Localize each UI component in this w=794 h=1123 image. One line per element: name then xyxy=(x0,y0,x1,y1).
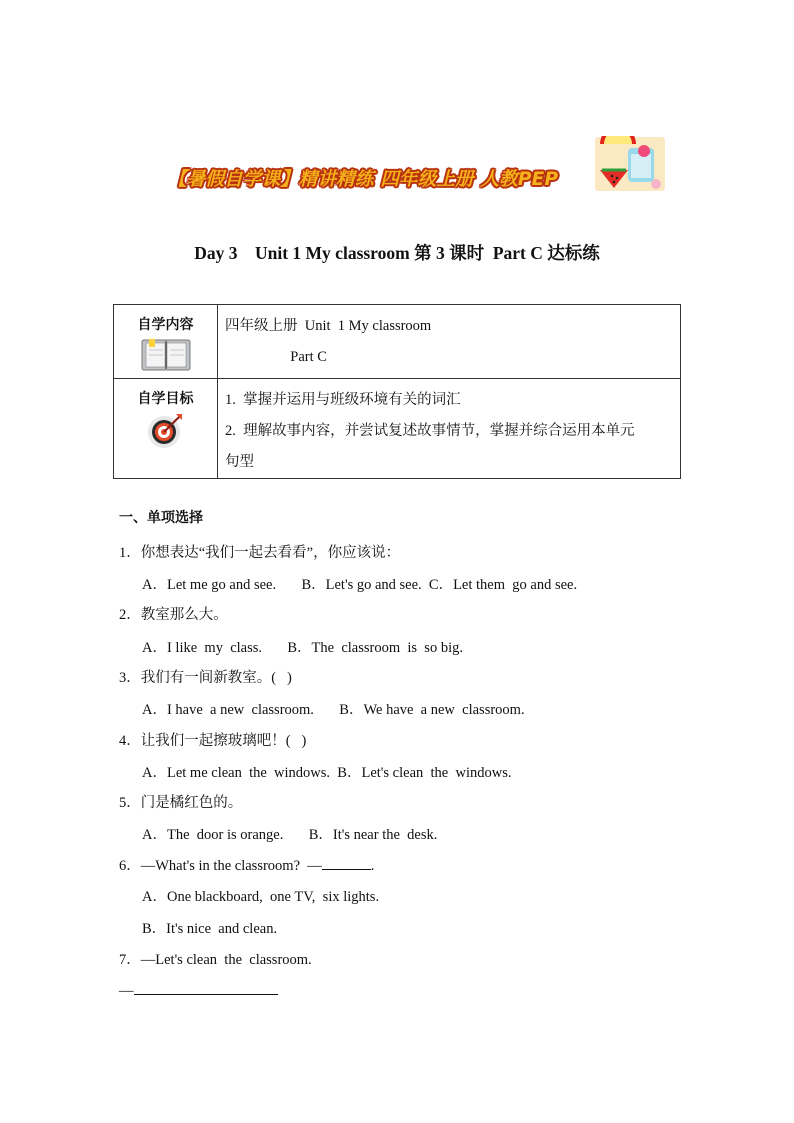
question-6-end: . xyxy=(370,858,375,874)
banner-title: 【暑假自学课】精讲精练 四年级上册 人教PEP xyxy=(168,169,559,190)
content-line: Part C xyxy=(225,349,327,365)
question-3-options: A．I have a new classroom. B．We have a new classroom. xyxy=(142,702,525,718)
content-cell xyxy=(218,379,681,479)
drink-image xyxy=(594,136,666,192)
question-3: 3．我们有一间新教室。( ) xyxy=(119,670,292,686)
question-2: 2．教室那么大。 xyxy=(119,607,228,623)
question-4-options: A．Let me clean the windows. B．Let's clean the windows. xyxy=(142,765,512,781)
question-7-answer xyxy=(119,980,278,1000)
content-line: 2. 理解故事内容，并尝试复述故事情节，掌握并综合运用本单元 xyxy=(225,423,635,439)
question-1: 1．你想表达“我们一起去看看”，你应该说： xyxy=(119,545,401,561)
dash: — xyxy=(119,983,134,999)
question-6 xyxy=(119,854,374,875)
question-6-option-a: A．One blackboard, one TV, six lights. xyxy=(142,889,380,905)
answer-blank[interactable] xyxy=(134,980,278,995)
row-label: 自学内容 xyxy=(137,317,194,333)
label-cell xyxy=(114,305,218,379)
question-5-options: A．The door is orange. B．It's near the desk. xyxy=(142,827,438,843)
content-line: 四年级上册 Unit 1 My classroom xyxy=(225,318,432,334)
table-row xyxy=(114,379,681,479)
info-table xyxy=(113,304,681,479)
question-2-options: A．I like my class. B．The classroom is so big. xyxy=(142,640,463,656)
page-title: Day 3 Unit 1 My classroom 第 3 课时 Part C 达标练 xyxy=(194,243,600,263)
answer-blank[interactable] xyxy=(322,857,371,870)
content-line: 句型 xyxy=(225,454,254,470)
target-icon xyxy=(146,410,186,450)
content-cell xyxy=(218,305,681,379)
section-heading: 一、单项选择 xyxy=(119,510,203,526)
question-1-options: A．Let me go and see. B．Let's go and see. C．Let them go and see. xyxy=(142,577,578,593)
question-6-option-b: B．It's nice and clean. xyxy=(142,921,278,937)
notebook-icon xyxy=(141,338,191,372)
content-line: 1. 掌握并运用与班级环境有关的词汇 xyxy=(225,392,461,408)
question-7: 7．—Let's clean the classroom. xyxy=(119,952,312,968)
question-5: 5．门是橘红色的。 xyxy=(119,795,243,811)
table-row xyxy=(114,305,681,379)
label-cell xyxy=(114,379,218,479)
question-6-stem: 6．—What's in the classroom? — xyxy=(119,858,322,874)
question-4: 4．让我们一起擦玻璃吧！( ) xyxy=(119,733,307,749)
row-label: 自学目标 xyxy=(137,391,194,407)
